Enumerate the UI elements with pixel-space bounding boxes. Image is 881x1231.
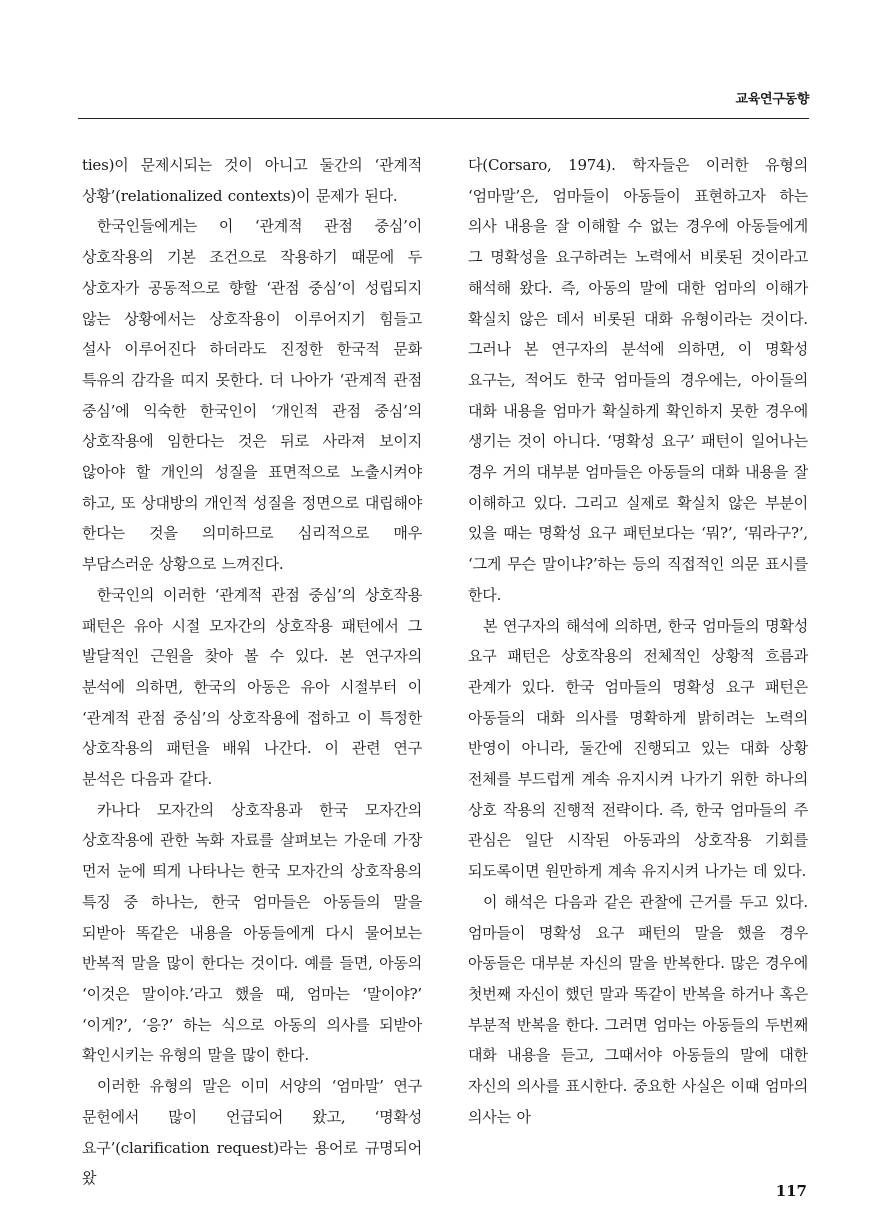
paragraph: 이 해석은 다음과 같은 관찰에 근거를 두고 있다. 엄마들이 명확성 요구 패턴의 말을 했을 경우 아동들은 대부분 자신의 말을 반복한다. 많은 경우에 첫번째 자신이 했던 말과 똑같이 반복을 하거나 혹은 부분적 반복을 한다. 그러면 엄마는 아동들의 두번째 대화 내용을 듣고, 그때서야 아동들의 말에 대한 자신의 의사를 표시한다. 중요한 사실은 이때 엄마의 의사는 아 xyxy=(468,892,808,1126)
paragraph: 카나다 모자간의 상호작용과 한국 모자간의 상호작용에 관한 녹화 자료를 살펴보는 가운데 가장 먼저 눈에 띄게 나타나는 한국 모자간의 상호작용의 특징 중 하나는, 한국 엄마들은 아동들의 말을 되받아 똑같은 내용을 아동들에게 다시 물어보는 반복적 말을 많이 한다는 것이다. 예를 들면, 아동의 ‘이것은 말이야.’라고 했을 때, 엄마는 ‘말이야?’ ‘이게?’, ‘응?’ 하는 식으로 아동의 의사를 되받아 확인시키는 유형의 말을 많이 한다. xyxy=(82,800,422,1065)
paragraph: 본 연구자의 해석에 의하면, 한국 엄마들의 명확성 요구 패턴은 상호작용의 전체적인 상황적 흐름과 관계가 있다. 한국 엄마들의 명확성 요구 패턴은 아동들의 대화 의사를 명확하게 밝히려는 노력의 반영이 아니라, 둘간에 진행되고 있는 대화 상황 전체를 부드럽게 계속 유지시켜 나가기 위한 하나의 상호 작용의 진행적 전략이다. 즉, 한국 엄마들의 주 관심은 일단 시작된 아동과의 상호작용 기회를 되도록이면 원만하게 계속 유지시켜 나가는 데 있다. xyxy=(468,616,808,881)
paragraph: 이러한 유형의 말은 이미 서양의 ‘엄마말’ 연구 문헌에서 많이 언급되어 왔고, ‘명확성 요구’(clarification request)라는 용어로 규명되어 왔 xyxy=(82,1077,422,1188)
right-column xyxy=(468,150,808,1133)
header-rule xyxy=(78,118,809,119)
left-column xyxy=(82,150,422,1194)
paragraph: ties)이 문제시되는 것이 아니고 둘간의 ‘관계적 상황’(relationalized contexts)이 문제가 된다. xyxy=(82,156,422,205)
paragraph: 한국인의 이러한 ‘관계적 관점 중심’의 상호작용 패턴은 유아 시절 모자간의 상호작용 패턴에서 그 발달적인 근원을 찾아 볼 수 있다. 본 연구자의 분석에 의하면, 한국의 아동은 유아 시절부터 이 ‘관계적 관점 중심’의 상호작용에 접하고 이 특정한 상호작용의 패턴을 배워 나간다. 이 관련 연구 분석은 다음과 같다. xyxy=(82,585,422,789)
paragraph: 다(Corsaro, 1974). 학자들은 이러한 유형의 ‘엄마말’은, 엄마들이 아동들이 표현하고자 하는 의사 내용을 잘 이해할 수 없는 경우에 아동들에게 그 명확성을 요구하려는 노력에서 비롯된 것이라고 해석해 왔다. 즉, 아동의 말에 대한 엄마의 이해가 확실치 않은 데서 비롯된 대화 유형이라는 것이다. 그러나 본 연구자의 분석에 의하면, 이 명확성 요구는, 적어도 한국 엄마들의 경우에는, 아이들의 대화 내용을 엄마가 확실하게 확인하지 못한 경우에 생기는 것이 아니다. ‘명확성 요구’ 패턴이 일어나는 경우 거의 대부분 엄마들은 아동들의 대화 내용을 잘 이해하고 있다. 그리고 실제로 확실치 않은 부분이 있을 때는 명확성 요구 패턴보다는 ‘뭐?’, ‘뭐라구?’, ‘그게 무슨 말이냐?’하는 등의 직접적인 의문 표시를 한다. xyxy=(468,156,808,604)
paragraph: 한국인들에게는 이 ‘관계적 관점 중심’이 상호작용의 기본 조건으로 작용하기 때문에 두 상호자가 공동적으로 향할 ‘관점 중심’이 성립되지 않는 상황에서는 상호작용이 이루어지기 힘들고 설사 이루어진다 하더라도 진정한 한국적 문화 특유의 감각을 띠지 못한다. 더 나아가 ‘관계적 관점 중심’에 익숙한 한국인이 ‘개인적 관점 중심’의 상호작용에 임한다는 것은 뒤로 사라져 보이지 않아야 할 개인의 성질을 표면적으로 노출시켜야 하고, 또 상대방의 개인적 성질을 정면으로 대립해야 한다는 것을 의미하므로 심리적으로 매우 부담스러운 상황으로 느껴진다. xyxy=(82,217,422,574)
page-number: 117 xyxy=(775,1182,807,1200)
running-head: 교육연구동향 xyxy=(735,92,809,107)
